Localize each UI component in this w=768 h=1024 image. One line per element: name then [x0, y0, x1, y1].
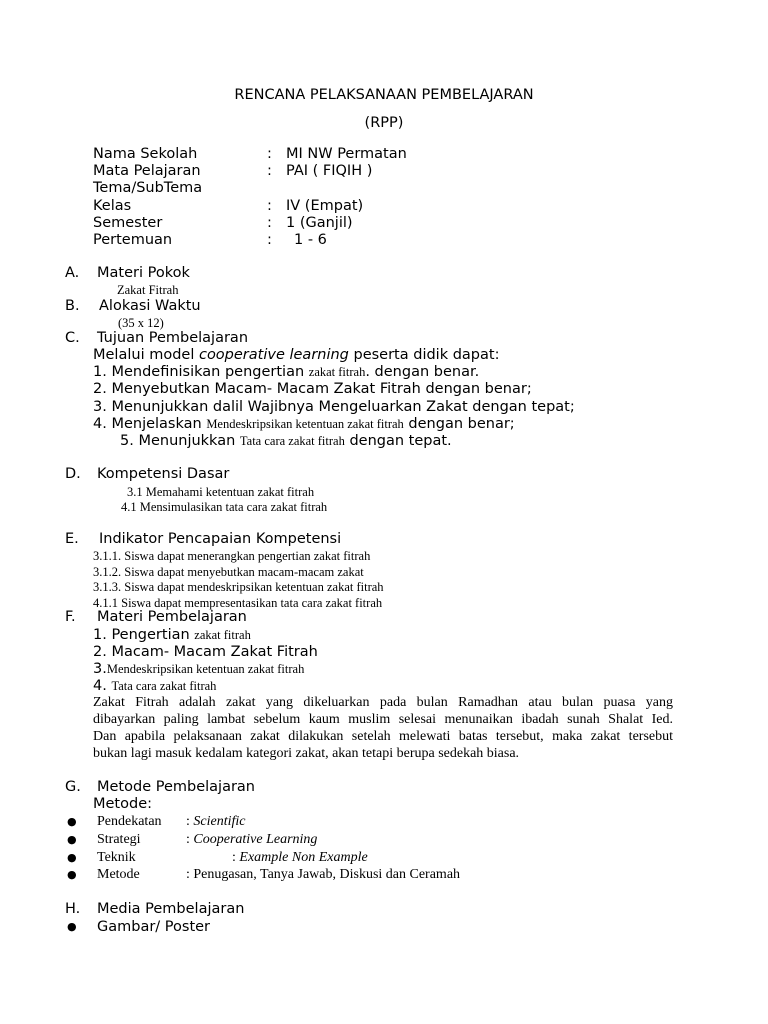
objective-intro: Melalui model cooperative learning peserta didik dapat: [93, 347, 500, 363]
identitas-value: PAI ( FIQIH ) [286, 163, 373, 179]
material-paragraph-line: Zakat Fitrah adalah zakat yang dikeluarkan pada bulan Ramadhan atau bulan puasa yang [93, 695, 673, 710]
section-heading: Metode Pembelajaran [97, 779, 255, 795]
indicator-item: 3.1.3. Siswa dapat mendeskripsikan ketentuan zakat fitrah [93, 580, 384, 594]
identitas-label: Semester [93, 215, 163, 231]
objective-item: 4. Menjelaskan Mendeskripsikan ketentuan zakat fitrah dengan benar; [93, 416, 515, 432]
section-heading: Media Pembelajaran [97, 901, 245, 917]
bullet-icon: ● [67, 920, 77, 933]
identitas-sep: : [267, 163, 272, 179]
identitas-sep: : [267, 232, 272, 248]
bullet-icon: ● [67, 833, 77, 846]
doc-title: RENCANA PELAKSANAAN PEMBELAJARAN [234, 87, 534, 103]
section-letter: D. [65, 466, 81, 482]
method-label: Metode [97, 867, 140, 882]
section-letter: C. [65, 330, 80, 346]
identitas-label: Nama Sekolah [93, 146, 198, 162]
competency-item: 4.1 Mensimulasikan tata cara zakat fitrah [121, 500, 328, 514]
section-letter: G. [65, 779, 81, 795]
material-item: 3.Mendeskripsikan ketentuan zakat fitrah [93, 661, 305, 677]
section-heading: Indikator Pencapaian Kompetensi [99, 531, 342, 547]
method-label: Teknik [97, 850, 136, 865]
identitas-value: 1 (Ganjil) [286, 215, 353, 231]
identitas-value: IV (Empat) [286, 198, 364, 214]
bullet-icon: ● [67, 851, 77, 864]
objective-item: 3. Menunjukkan dalil Wajibnya Mengeluarkan Zakat dengan tepat; [93, 399, 575, 415]
section-content: (35 x 12) [118, 316, 164, 330]
material-paragraph-line: dibayarkan paling lambat sebelum kaum muslim selesai menunaikan ibadah sunah Shalat Ied. [93, 712, 673, 727]
bullet-icon: ● [67, 815, 77, 828]
indicator-item: 3.1.1. Siswa dapat menerangkan pengertian zakat fitrah [93, 549, 371, 563]
media-item: Gambar/ Poster [97, 919, 211, 935]
method-value: : Scientific [186, 814, 246, 829]
indicator-item: 3.1.2. Siswa dapat menyebutkan macam-macam zakat [93, 565, 364, 579]
material-item: 1. Pengertian zakat fitrah [93, 627, 251, 643]
material-paragraph-line: bukan lagi masuk kedalam kategori zakat, akan tetapi berupa sedekah biasa. [93, 746, 520, 761]
objective-item: 2. Menyebutkan Macam- Macam Zakat Fitrah dengan benar; [93, 381, 532, 397]
method-value: : Example Non Example [232, 850, 368, 865]
section-letter: F. [65, 609, 76, 625]
section-heading: Tujuan Pembelajaran [97, 330, 249, 346]
section-letter: B. [65, 298, 80, 314]
section-letter: A. [65, 265, 80, 281]
method-value: : Penugasan, Tanya Jawab, Diskusi dan Ceramah [186, 867, 461, 882]
bullet-icon: ● [67, 868, 77, 881]
method-value: : Cooperative Learning [186, 832, 318, 847]
objective-item: 5. Menunjukkan Tata cara zakat fitrah dengan tepat. [120, 433, 452, 449]
identitas-sep: : [267, 215, 272, 231]
identitas-label: Kelas [93, 198, 132, 214]
material-item: 4. Tata cara zakat fitrah [93, 678, 217, 694]
method-subheading: Metode: [93, 796, 152, 812]
doc-subtitle: (RPP) [364, 115, 404, 131]
material-item: 2. Macam- Macam Zakat Fitrah [93, 644, 318, 660]
indicator-item: 4.1.1 Siswa dapat mempresentasikan tata cara zakat fitrah [93, 596, 383, 610]
section-content: Zakat Fitrah [117, 283, 179, 297]
method-label: Pendekatan [97, 814, 162, 829]
identitas-label: Pertemuan [93, 232, 173, 248]
identitas-value: 1 - 6 [294, 232, 327, 248]
identitas-sep: : [267, 146, 272, 162]
section-heading: Materi Pokok [97, 265, 190, 281]
material-paragraph-line: Dan apabila pelaksanaan zakat dilakukan setelah melewati batas tersebut, maka zakat tersebut [93, 729, 673, 744]
method-label: Strategi [97, 832, 141, 847]
section-letter: H. [65, 901, 81, 917]
identitas-value: MI NW Permatan [286, 146, 407, 162]
identitas-label: Mata Pelajaran [93, 163, 201, 179]
section-heading: Kompetensi Dasar [97, 466, 230, 482]
objective-item: 1. Mendefinisikan pengertian zakat fitrah. dengan benar. [93, 364, 480, 380]
section-heading: Alokasi Waktu [99, 298, 201, 314]
identitas-sep: : [267, 198, 272, 214]
identitas-label: Tema/SubTema [93, 180, 203, 196]
competency-item: 3.1 Memahami ketentuan zakat fitrah [127, 485, 315, 499]
section-heading: Materi Pembelajaran [97, 609, 247, 625]
section-letter: E. [65, 531, 79, 547]
